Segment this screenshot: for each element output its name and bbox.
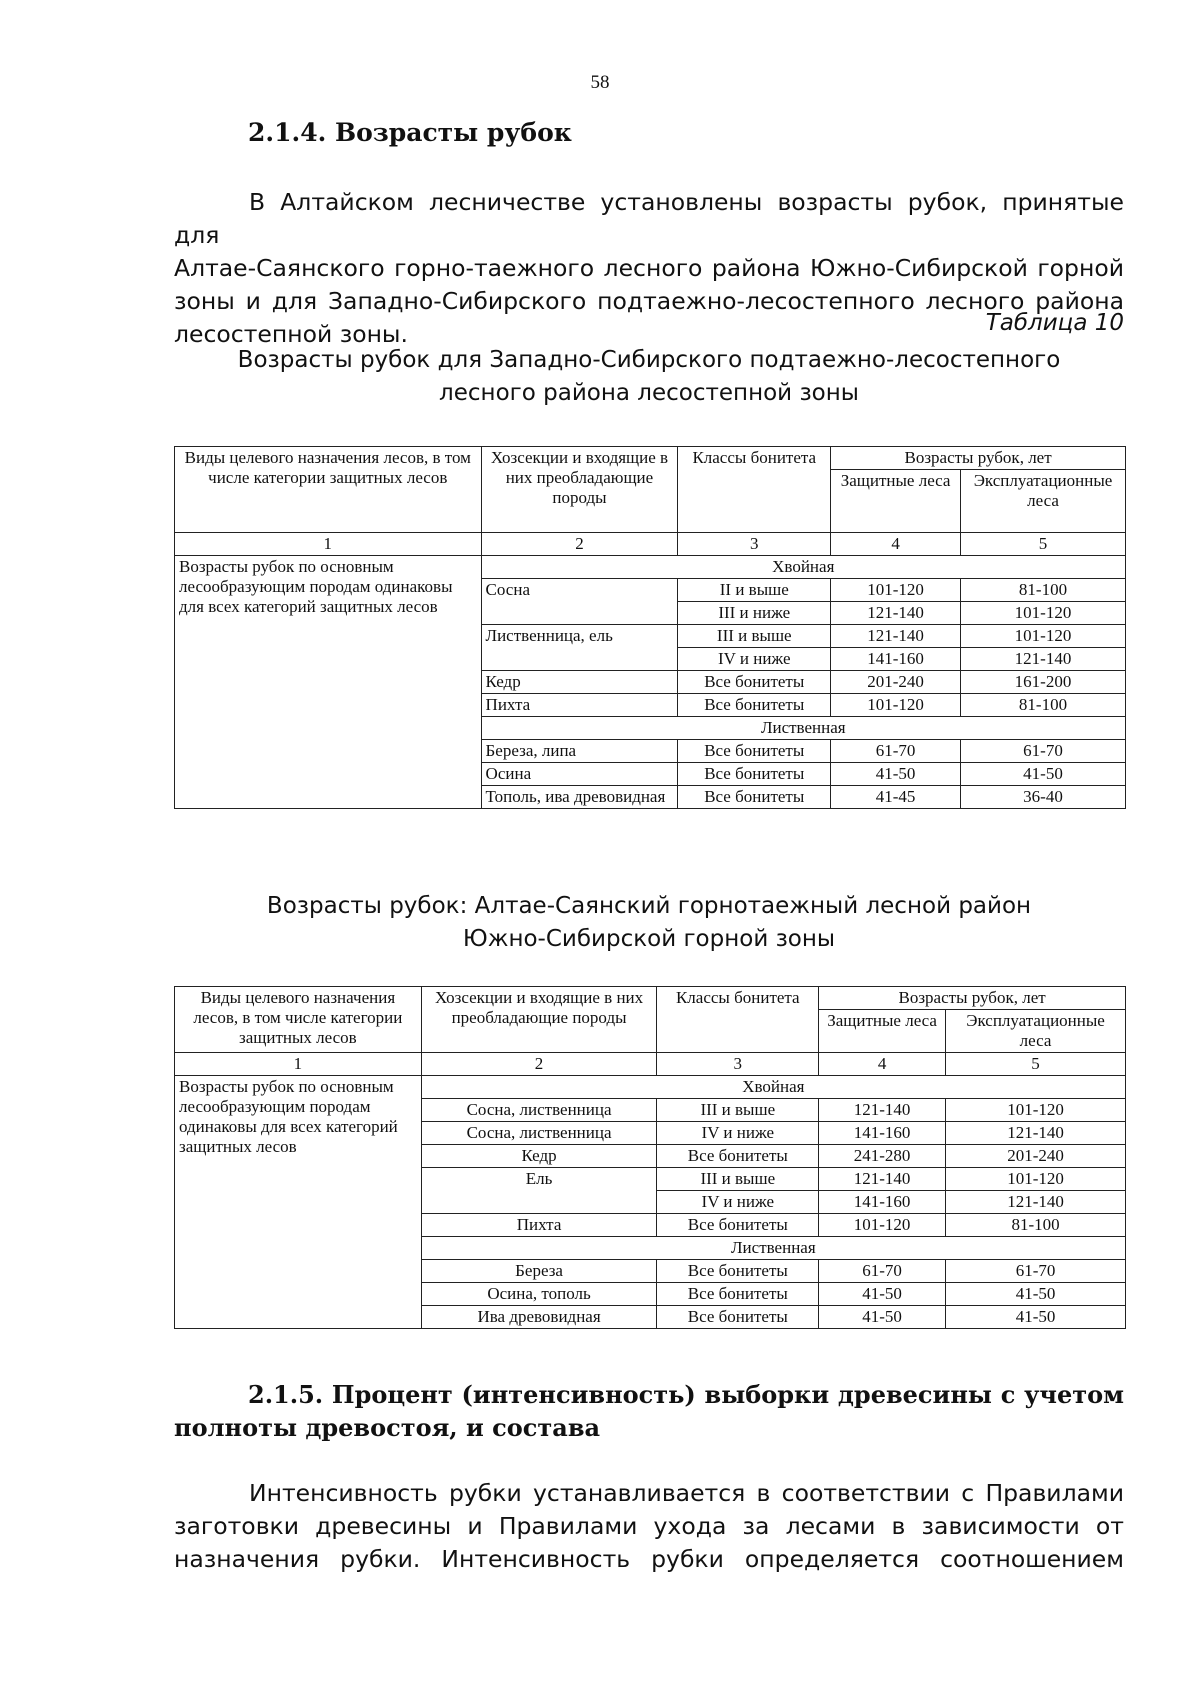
table1-operational-cell: 101-120 [961,602,1126,625]
table1-section-cell: Лиственница, ель [481,625,678,671]
table2-class-cell: Все бонитеты [657,1306,819,1329]
table1-title-line-2: лесного района лесостепной зоны [439,380,859,406]
table2-num-1: 1 [175,1053,422,1076]
table2-class-cell: Все бонитеты [657,1260,819,1283]
table2-protective-cell: 121-140 [819,1099,946,1122]
table1-protective-cell: 101-120 [831,694,961,717]
table2-protective-cell: 101-120 [819,1214,946,1237]
intensity-line-3: назначения рубки. Интенсивность рубки определяется соотношением [174,1545,1124,1573]
table2-section-cell: Береза [421,1260,657,1283]
table1-protective-cell: 101-120 [831,579,961,602]
table2-class-cell: IV и ниже [657,1122,819,1145]
table2-operational-cell: 41-50 [946,1283,1126,1306]
table-label: Таблица 10 [985,310,1124,336]
table2-protective-cell: 41-50 [819,1283,946,1306]
table2-operational-cell: 101-120 [946,1099,1126,1122]
table2-group-conifer: Хвойная [421,1076,1125,1099]
table2-section-cell: Ель [421,1168,657,1214]
table2-protective-cell: 241-280 [819,1145,946,1168]
table1-operational-cell: 121-140 [961,648,1126,671]
table1-operational-cell: 41-50 [961,763,1126,786]
table1-category-cell: Возрасты рубок по основным лесообразующим породам одинаковы для всех категорий защитных лесов [175,556,482,809]
table1-operational-cell: 101-120 [961,625,1126,648]
table1-class-cell: III и выше [678,625,831,648]
table2-protective-cell: 61-70 [819,1260,946,1283]
table1-class-cell: Все бонитеты [678,786,831,809]
table2-operational-cell: 81-100 [946,1214,1126,1237]
table2-operational-cell: 61-70 [946,1260,1126,1283]
intro-line-2: Алтае-Саянского горно-таежного лесного района Южно-Сибирской горной [174,254,1124,282]
table1-section-cell: Кедр [481,671,678,694]
table2-header-col5: Эксплуатационные леса [946,1010,1126,1053]
table1-class-cell: Все бонитеты [678,671,831,694]
table1-operational-cell: 81-100 [961,694,1126,717]
table1-group-row [175,556,1126,579]
table1-header-col5: Эксплуатационные леса [961,470,1126,533]
table2-header-group: Возрасты рубок, лет [819,987,1126,1010]
table2-operational-cell: 41-50 [946,1306,1126,1329]
table1-num-2: 2 [481,533,678,556]
table1-section-cell: Сосна [481,579,678,625]
table2-section-cell: Сосна, лиственница [421,1099,657,1122]
table2-header-col3: Классы бонитета [657,987,819,1053]
table2-num-5: 5 [946,1053,1126,1076]
table1-number-row [175,533,1126,556]
table1-operational-cell: 161-200 [961,671,1126,694]
table2-protective-cell: 41-50 [819,1306,946,1329]
table1-protective-cell: 41-45 [831,786,961,809]
table1-class-cell: Все бонитеты [678,763,831,786]
intensity-line-1: Интенсивность рубки устанавливается в соответствии с Правилами [249,1479,1124,1507]
table2-section-cell: Ива древовидная [421,1306,657,1329]
table2-protective-cell: 141-160 [819,1122,946,1145]
table1-class-cell: Все бонитеты [678,740,831,763]
table2-operational-cell: 201-240 [946,1145,1126,1168]
table1-num-5: 5 [961,533,1126,556]
table1-protective-cell: 201-240 [831,671,961,694]
table2 [174,986,1126,1329]
table1-header-group: Возрасты рубок, лет [831,447,1126,470]
table1 [174,446,1126,809]
heading2-line-1: 2.1.5. Процент (интенсивность) выборки древесины с учетом [248,1380,1124,1409]
table1-section-cell: Осина [481,763,678,786]
table2-class-cell: Все бонитеты [657,1283,819,1306]
table1-header-row [175,447,1126,470]
table2-section-cell: Осина, тополь [421,1283,657,1306]
table2-group-row [175,1076,1126,1099]
table2-header-row [175,987,1126,1010]
table1-operational-cell: 36-40 [961,786,1126,809]
table1-protective-cell: 121-140 [831,602,961,625]
table1-num-1: 1 [175,533,482,556]
table2-title-line-1: Возрасты рубок: Алтае-Саянский горнотаежный лесной район [266,893,1032,919]
table1-num-4: 4 [831,533,961,556]
table2-protective-cell: 141-160 [819,1191,946,1214]
table1-group-deciduous: Лиственная [481,717,1125,740]
table1-protective-cell: 61-70 [831,740,961,763]
table2-num-2: 2 [421,1053,657,1076]
intro-line-3: зоны и для Западно-Сибирского подтаежно-лесостепного лесного района [174,287,1124,315]
table1-operational-cell: 61-70 [961,740,1126,763]
table2-operational-cell: 121-140 [946,1191,1126,1214]
table2-header-col1: Виды целевого назначения лесов, в том числе категории защитных лесов [175,987,422,1053]
section-heading: 2.1.4. Возрасты рубок [248,118,572,147]
intro-line-4: лесостепной зоны. [174,320,408,348]
table2-class-cell: Все бонитеты [657,1145,819,1168]
table2-class-cell: III и выше [657,1168,819,1191]
page-number: 58 [590,72,610,93]
table2-num-4: 4 [819,1053,946,1076]
table2-category-cell: Возрасты рубок по основным лесообразующим породам одинаковы для всех категорий защитных лесов [175,1076,422,1329]
section-heading-2 [174,1378,1124,1444]
table2-group-deciduous: Лиственная [421,1237,1125,1260]
table1-group-conifer: Хвойная [481,556,1125,579]
table1-operational-cell: 81-100 [961,579,1126,602]
intensity-line-2: заготовки древесины и Правилами ухода за лесами в зависимости от [174,1512,1124,1540]
table1-protective-cell: 141-160 [831,648,961,671]
table1-title-line-1: Возрасты рубок для Западно-Сибирского подтаежно-лесостепного [237,347,1061,373]
table1-protective-cell: 41-50 [831,763,961,786]
table1-num-3: 3 [678,533,831,556]
table1-section-cell: Пихта [481,694,678,717]
table2-header-col4: Защитные леса [819,1010,946,1053]
intro-paragraph [174,186,1124,351]
table1-class-cell: Все бонитеты [678,694,831,717]
table1-title [174,344,1124,410]
table1-header-col3: Классы бонитета [678,447,831,533]
table2-protective-cell: 121-140 [819,1168,946,1191]
table2-operational-cell: 121-140 [946,1122,1126,1145]
table1-class-cell: II и выше [678,579,831,602]
table2-title [174,890,1124,956]
table1-header-col1: Виды целевого назначения лесов, в том числе категории защитных лесов [175,447,482,533]
heading2-line-2: полноты древостоя, и состава [174,1413,601,1442]
table1-header-col4: Защитные леса [831,470,961,533]
table1-protective-cell: 121-140 [831,625,961,648]
table1-class-cell: III и ниже [678,602,831,625]
table2-header-col2: Хозсекции и входящие в них преобладающие породы [421,987,657,1053]
table1-header-col2: Хозсекции и входящие в них преобладающие породы [481,447,678,533]
intro-line-1: В Алтайском лесничестве установлены возрасты рубок, принятые для [174,188,1124,249]
table2-section-cell: Пихта [421,1214,657,1237]
table2-class-cell: Все бонитеты [657,1214,819,1237]
table2-title-line-2: Южно-Сибирской горной зоны [462,926,836,952]
table1-class-cell: IV и ниже [678,648,831,671]
table2-section-cell: Кедр [421,1145,657,1168]
table2-class-cell: IV и ниже [657,1191,819,1214]
table2-operational-cell: 101-120 [946,1168,1126,1191]
table1-section-cell: Береза, липа [481,740,678,763]
table2-number-row [175,1053,1126,1076]
table2-num-3: 3 [657,1053,819,1076]
table1-section-cell: Тополь, ива древовидная [481,786,678,809]
table2-section-cell: Сосна, лиственница [421,1122,657,1145]
intensity-paragraph [174,1477,1124,1576]
table2-class-cell: III и выше [657,1099,819,1122]
